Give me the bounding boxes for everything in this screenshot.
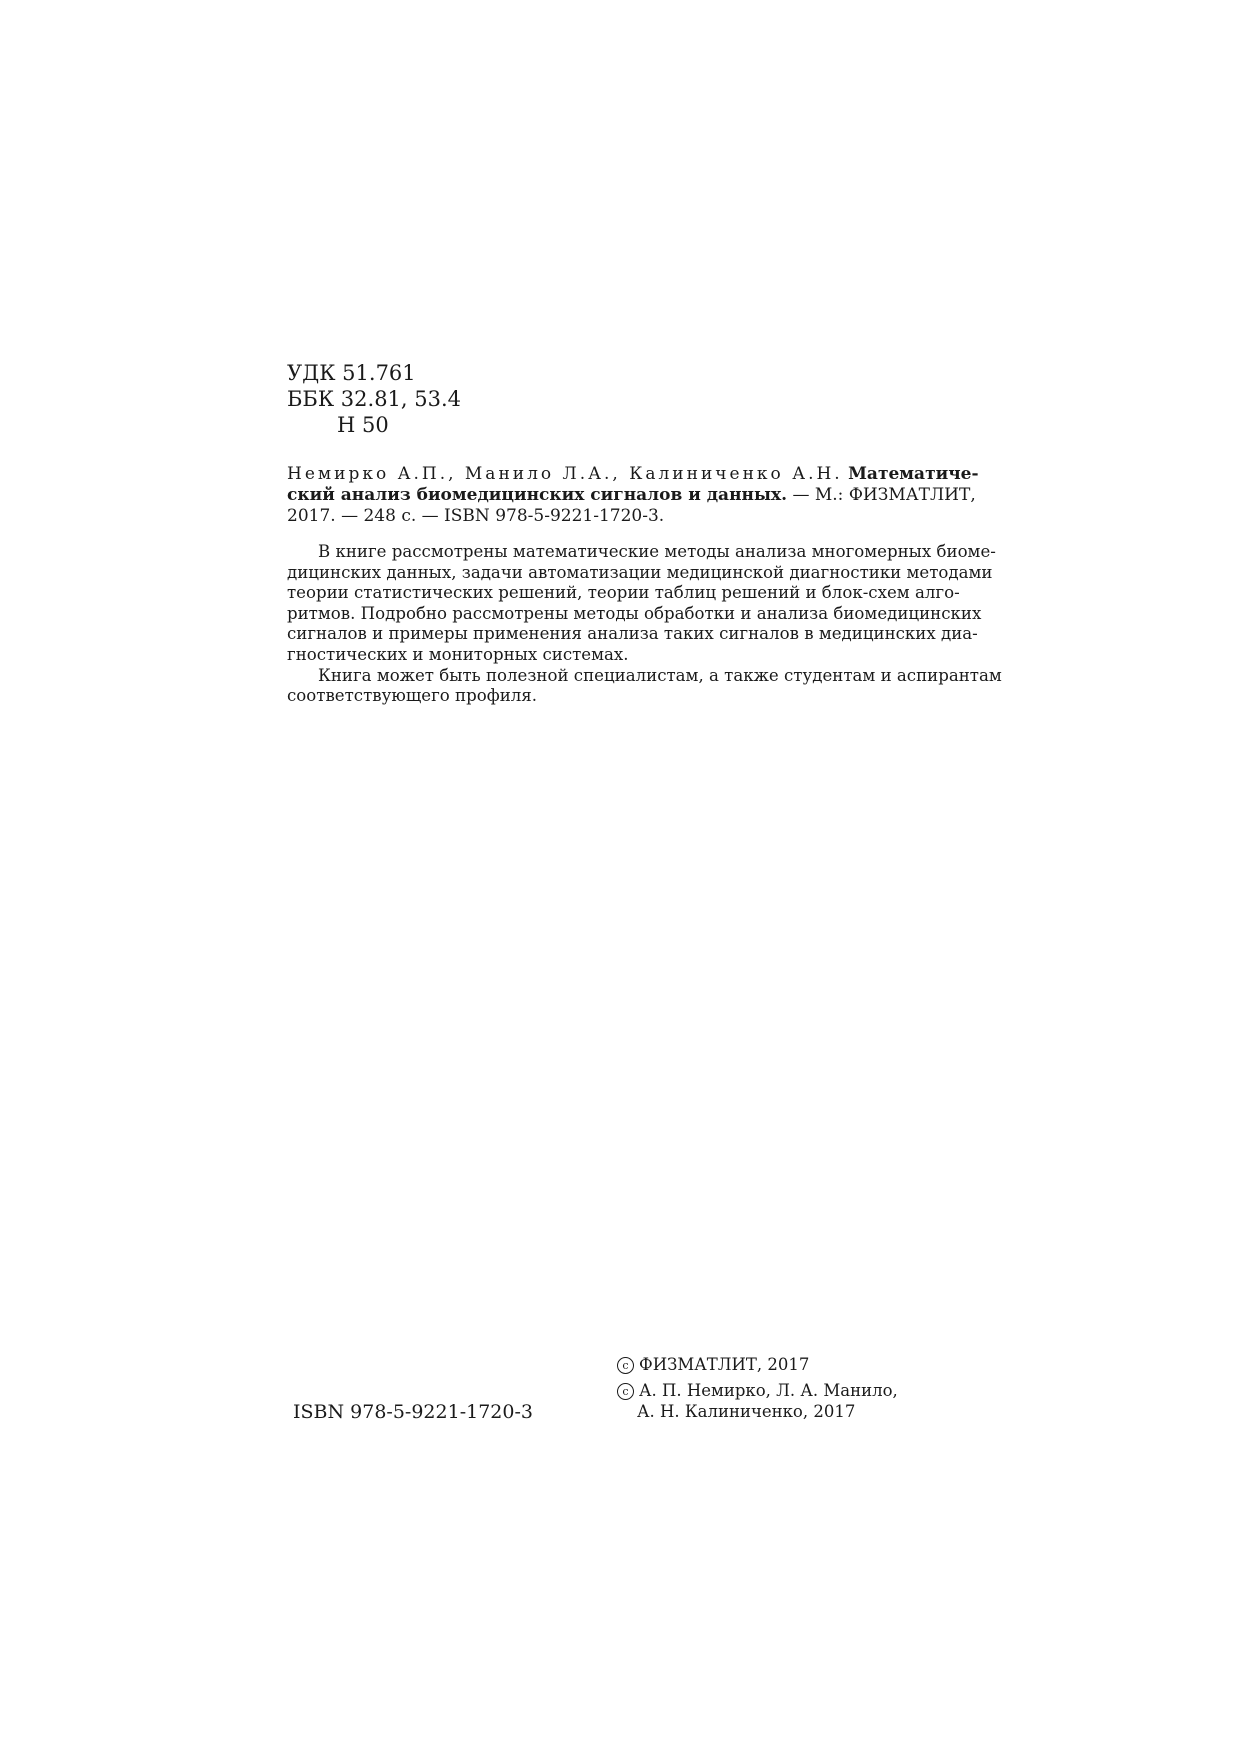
copyright-authors-line-1: А. П. Немирко, Л. А. Манило, [639, 1381, 898, 1400]
copyright-icon: c [617, 1357, 634, 1374]
copyright-icon: c [617, 1383, 634, 1400]
isbn: ISBN 978-5-9221-1720-3 [293, 1401, 533, 1423]
abstract-line: соответствующего профиля. [287, 686, 538, 706]
copyright-authors [617, 1380, 898, 1422]
abstract [287, 542, 1002, 707]
abstract-paragraph-1 [287, 542, 996, 666]
biblio-line-3: 2017. — 248 с. — ISBN 978-5-9221-1720-3. [287, 506, 665, 526]
abstract-line: сигналов и примеры применения анализа таких сигналов в медицинских диа- [287, 624, 978, 644]
copyright-authors-line-2: А. Н. Калиниченко, 2017 [637, 1402, 856, 1421]
biblio-line-1 [287, 464, 979, 485]
classification-codes [287, 360, 461, 438]
bbk-code: ББК 32.81, 53.4 [287, 387, 462, 411]
abstract-line: ритмов. Подробно рассмотрены методы обработки и анализа биомедицинских [287, 603, 982, 623]
biblio-line-2 [287, 485, 976, 506]
bibliographic-description [287, 464, 979, 527]
abstract-line: теории статистических решений, теории таблиц решений и блок-схем алго- [287, 583, 960, 603]
biblio-title-part-1: Математиче- [848, 464, 979, 484]
udk-code: УДК 51.761 [287, 361, 416, 385]
abstract-line: гностических и мониторных системах. [287, 644, 629, 664]
author-mark: Н 50 [337, 413, 389, 437]
biblio-authors: Немирко А.П., Манило Л.А., Калиниченко А.Н. [287, 464, 843, 484]
copyright-publisher [617, 1354, 898, 1375]
biblio-title-part-2: ский анализ биомедицинских сигналов и данных. [287, 485, 788, 505]
biblio-publisher: — М.: ФИЗМАТЛИТ, [792, 485, 976, 505]
copyright-publisher-text: ФИЗМАТЛИТ, 2017 [639, 1355, 810, 1374]
abstract-paragraph-2 [287, 665, 1002, 707]
abstract-line: Книга может быть полезной специалистам, а также студентам и аспирантам [318, 665, 1002, 685]
copyright-notices [617, 1354, 898, 1427]
abstract-line: дицинских данных, задачи автоматизации медицинской диагностики методами [287, 562, 993, 582]
abstract-line: В книге рассмотрены математические методы анализа многомерных биоме- [318, 542, 996, 561]
